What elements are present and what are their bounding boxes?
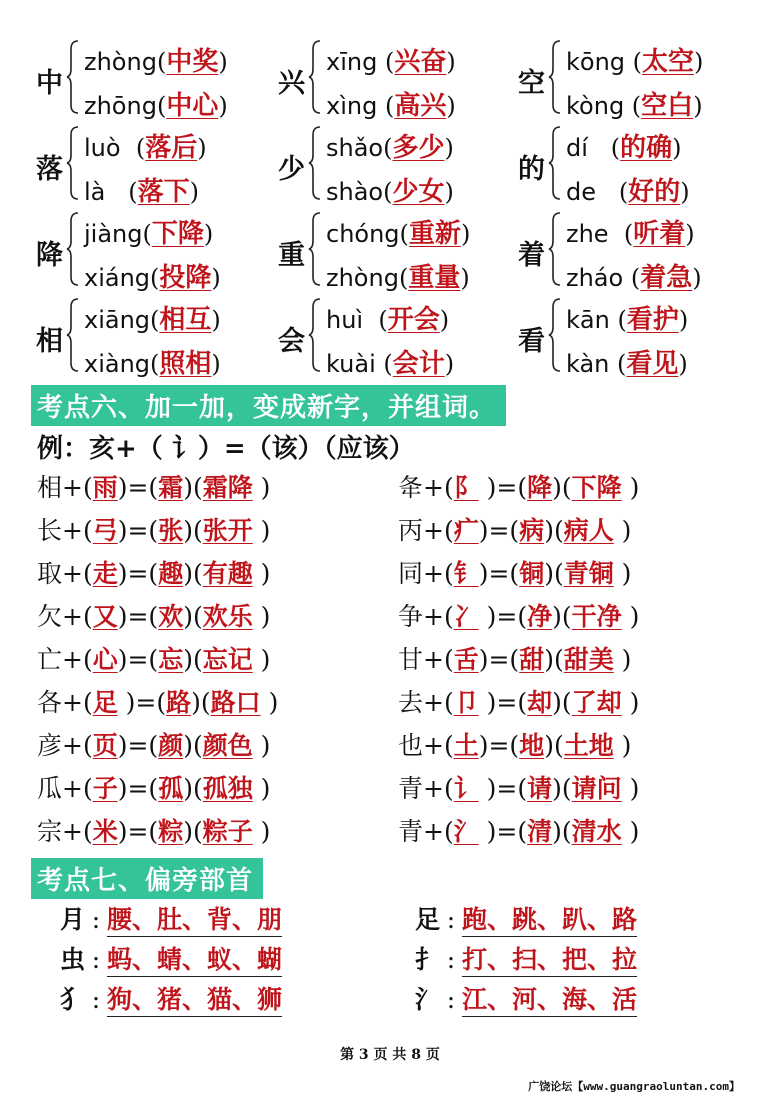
brace-icon (308, 297, 322, 373)
polyphone-group (278, 207, 508, 291)
brace-icon (308, 125, 322, 201)
add-row: 甘+(舌)=(甜)(甜美 ) (398, 645, 632, 674)
page-number: 第 3 页 共 8 页 (340, 1047, 440, 1063)
radical-row: 氵 : 江、河、海、活 (392, 980, 637, 1020)
pinyin-row: shào(少女) (326, 177, 454, 207)
polyphone-group (518, 207, 748, 291)
polyphone-char: 中 (36, 68, 63, 99)
brace-icon (66, 39, 80, 115)
polyphone-group (278, 293, 508, 377)
polyphone-group (36, 35, 266, 119)
pinyin-row: xiāng(相互) (84, 305, 221, 335)
brace-icon (548, 211, 562, 287)
pinyin-row: zhòng(中奖) (84, 47, 228, 77)
pinyin-row: zhòng(重量) (326, 263, 470, 293)
polyphone-group (278, 121, 508, 205)
pinyin-row: kòng (空白) (566, 91, 703, 121)
add-row: 丙+(疒)=(病)(病人 ) (398, 516, 632, 545)
brace-icon (548, 39, 562, 115)
pinyin-row: shǎo(多少) (326, 133, 454, 163)
section7-title: 考点七、偏旁部首 (31, 858, 263, 899)
add-row: 取+(走)=(趣)(有趣 ) (37, 559, 271, 588)
pinyin-row: chóng(重新) (326, 219, 471, 249)
brace-icon (66, 125, 80, 201)
polyphone-group (36, 121, 266, 205)
pinyin-row: luò (落后) (84, 133, 207, 163)
pinyin-row: jiàng(下降) (84, 219, 214, 249)
pinyin-row: zháo (着急) (566, 263, 702, 293)
brace-icon (548, 125, 562, 201)
pinyin-row: xiàng(照相) (84, 349, 221, 379)
polyphone-group (518, 35, 748, 119)
brace-icon (308, 39, 322, 115)
pinyin-row: xìng (高兴) (326, 91, 456, 121)
polyphone-char: 着 (518, 240, 545, 271)
add-row: 青+(氵 )=(清)(清水 ) (398, 817, 640, 846)
pinyin-row: zhōng(中心) (84, 91, 228, 121)
polyphone-char: 相 (36, 326, 63, 357)
polyphone-char: 兴 (278, 68, 305, 99)
radical-row: 扌 : 打、扫、把、拉 (392, 940, 637, 980)
polyphone-group (36, 207, 266, 291)
polyphone-group (36, 293, 266, 377)
add-row: 夅+(阝 )=(降)(下降 ) (398, 473, 640, 502)
add-row: 欠+(又)=(欢)(欢乐 ) (37, 602, 271, 631)
pinyin-row: huì (开会) (326, 305, 450, 335)
add-row: 各+(足 )=(路)(路口 ) (37, 688, 279, 717)
pinyin-row: xiáng(投降) (84, 263, 221, 293)
section6-title: 考点六、加一加，变成新字，并组词。 (31, 385, 506, 426)
add-row: 同+(钅)=(铜)(青铜 ) (398, 559, 632, 588)
pinyin-row: kōng (太空) (566, 47, 704, 77)
radical-row: 月 : 腰、肚、背、朋 (37, 900, 282, 940)
polyphone-group (278, 35, 508, 119)
add-row: 宗+(米)=(粽)(粽子 ) (37, 817, 271, 846)
pinyin-row: là (落下) (84, 177, 200, 207)
radical-row: 足 : 跑、跳、趴、路 (392, 900, 637, 940)
add-row: 去+(卩 )=(却)(了却 ) (398, 688, 640, 717)
polyphone-char: 降 (36, 240, 63, 271)
add-row: 亡+(心)=(忘)(忘记 ) (37, 645, 271, 674)
polyphone-char: 会 (278, 326, 305, 357)
brace-icon (66, 211, 80, 287)
polyphone-char: 重 (278, 240, 305, 271)
polyphone-char: 落 (36, 154, 63, 185)
pinyin-row: kān (看护) (566, 305, 689, 335)
polyphone-char: 少 (278, 154, 305, 185)
add-row: 彦+(页)=(颜)(颜色 ) (37, 731, 271, 760)
pinyin-row: kuài (会计) (326, 349, 455, 379)
site-credit: 广饶论坛【www.guangraoluntan.com】 (528, 1080, 740, 1093)
polyphone-char: 看 (518, 326, 545, 357)
add-row: 也+(土)=(地)(土地 ) (398, 731, 632, 760)
radical-row: 犭 : 狗、猪、猫、狮 (37, 980, 282, 1020)
pinyin-row: kàn (看见) (566, 349, 688, 379)
add-row: 相+(雨)=(霜)(霜降 ) (37, 473, 271, 502)
section6-example: 例：亥+（ 讠）=（该）（应该） (37, 434, 415, 464)
brace-icon (66, 297, 80, 373)
brace-icon (548, 297, 562, 373)
polyphone-char: 的 (518, 154, 545, 185)
pinyin-row: dí (的确) (566, 133, 682, 163)
radical-row: 虫 : 蚂、蜻、蚁、蝴 (37, 940, 282, 980)
brace-icon (308, 211, 322, 287)
add-row: 青+(讠 )=(请)(请问 ) (398, 774, 640, 803)
polyphone-char: 空 (518, 68, 545, 99)
add-row: 争+(冫 )=(净)(干净 ) (398, 602, 640, 631)
polyphone-group (518, 293, 748, 377)
pinyin-row: zhe (听着) (566, 219, 695, 249)
pinyin-row: xīng (兴奋) (326, 47, 456, 77)
polyphone-group (518, 121, 748, 205)
add-row: 长+(弓)=(张)(张开 ) (37, 516, 271, 545)
add-row: 瓜+(子)=(孤)(孤独 ) (37, 774, 271, 803)
pinyin-row: de (好的) (566, 177, 690, 207)
